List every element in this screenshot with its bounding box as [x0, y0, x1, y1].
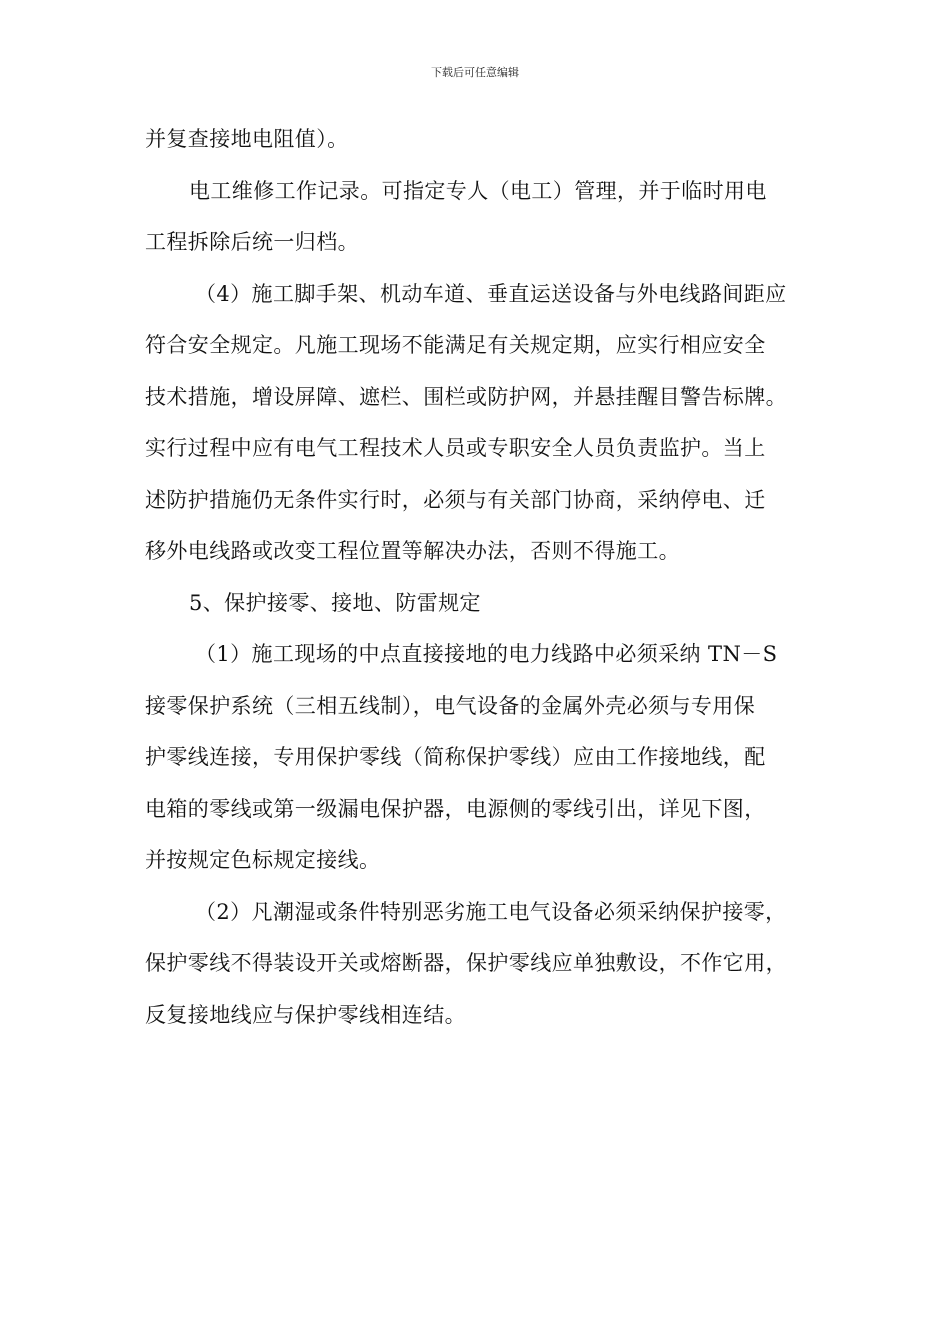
document-body [145, 114, 821, 1041]
text-line: 工程拆除后统一归档。 [145, 230, 359, 254]
text-line: 技术措施，增设屏障、遮栏、围栏或防护网，并悬挂醒目警告标牌。 [145, 384, 787, 409]
text-line: 电箱的零线或第一级漏电保护器，电源侧的零线引出，详见下图， [145, 796, 766, 821]
text-line: 接零保护系统（三相五线制），电气设备的金属外壳必须与专用保 [145, 693, 756, 718]
section-heading: 5、保护接零、接地、防雷规定 [189, 590, 481, 615]
page-header: 下载后可任意编辑 [431, 66, 519, 79]
text-line: 护零线连接，专用保护零线（简称保护零线）应由工作接地线，配 [145, 745, 766, 769]
text-line: 实行过程中应有电气工程技术人员或专职安全人员负责监护。当上 [145, 436, 766, 460]
text-line: 反复接地线应与保护零线相连结。 [145, 1002, 466, 1027]
text-line: 移外电线路或改变工程位置等解决办法，否则不得施工。 [145, 539, 680, 563]
text-line: 并按规定色标规定接线。 [145, 848, 381, 872]
paragraph-first-line: （4）施工脚手架、机动车道、垂直运送设备与外电线路间距应 [195, 281, 787, 306]
text-line: 述防护措施仍无条件实行时，必须与有关部门协商，采纳停电、迁 [145, 487, 766, 512]
text-line: 符合安全规定。凡施工现场不能满足有关规定期，应实行相应安全 [145, 333, 766, 357]
paragraph-first-line: 电工维修工作记录。可指定专人（电工）管理，并于临时用电 [189, 178, 767, 203]
paragraph-first-line: （1）施工现场的中点直接接地的电力线路中必须采纳 TN－S [195, 642, 778, 666]
text-line: 并复查接地电阻值）。 [145, 127, 349, 151]
text-line: 保护零线不得装设开关或熔断器，保护零线应单独敷设，不作它用， [145, 951, 787, 975]
paragraph-first-line: （2）凡潮湿或条件特别恶劣施工电气设备必须采纳保护接零， [195, 899, 787, 924]
